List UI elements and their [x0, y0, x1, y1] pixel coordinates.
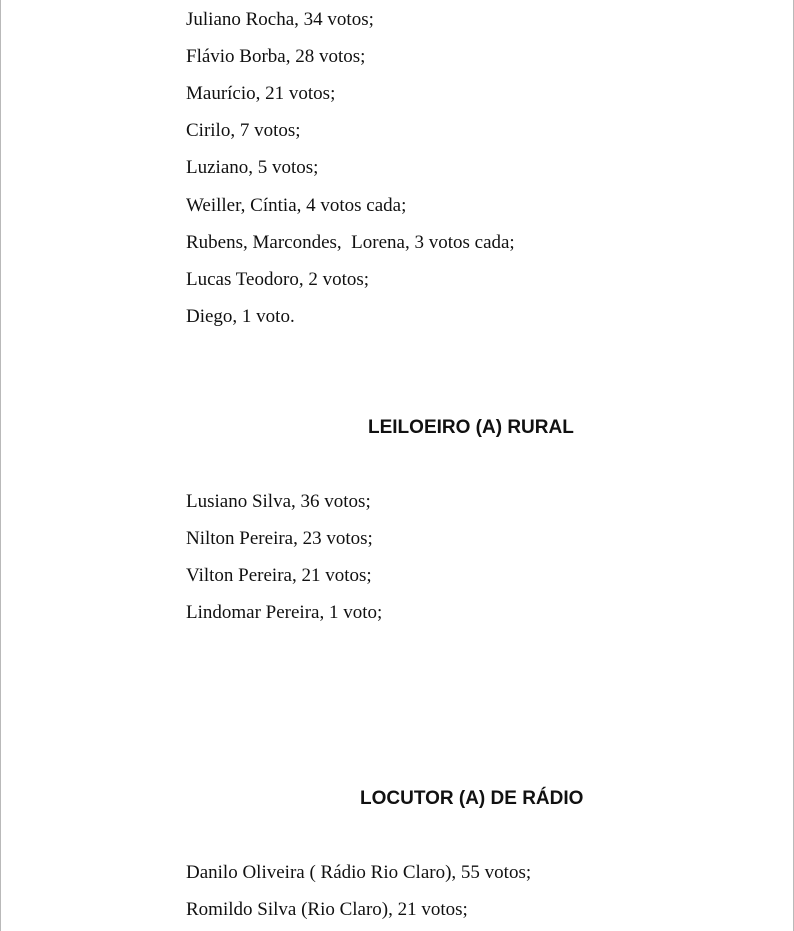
vote-line: Nilton Pereira, 23 votos;	[186, 528, 373, 549]
vote-line: Lucas Teodoro, 2 votos;	[186, 269, 370, 290]
vote-line: Lindomar Pereira, 1 voto;	[186, 602, 383, 623]
section-heading: LOCUTOR (A) DE RÁDIO	[360, 788, 584, 809]
vote-line: Weiller, Cíntia, 4 votos cada;	[186, 195, 407, 216]
vote-line: Cirilo, 7 votos;	[186, 120, 301, 141]
vote-line: Juliano Rocha, 34 votos;	[186, 9, 374, 30]
vote-line: Maurício, 21 votos;	[186, 83, 336, 104]
vote-line: Danilo Oliveira ( Rádio Rio Claro), 55 votos;	[186, 862, 532, 883]
vote-line: Flávio Borba, 28 votos;	[186, 46, 366, 67]
vote-line: Luziano, 5 votos;	[186, 157, 319, 178]
vote-line: Diego, 1 voto.	[186, 306, 295, 327]
vote-line: Vilton Pereira, 21 votos;	[186, 565, 372, 586]
vote-line: Romildo Silva (Rio Claro), 21 votos;	[186, 899, 468, 920]
section-heading: LEILOEIRO (A) RURAL	[368, 417, 574, 438]
vote-line: Rubens, Marcondes, Lorena, 3 votos cada;	[186, 232, 515, 253]
vote-line: Lusiano Silva, 36 votos;	[186, 491, 371, 512]
